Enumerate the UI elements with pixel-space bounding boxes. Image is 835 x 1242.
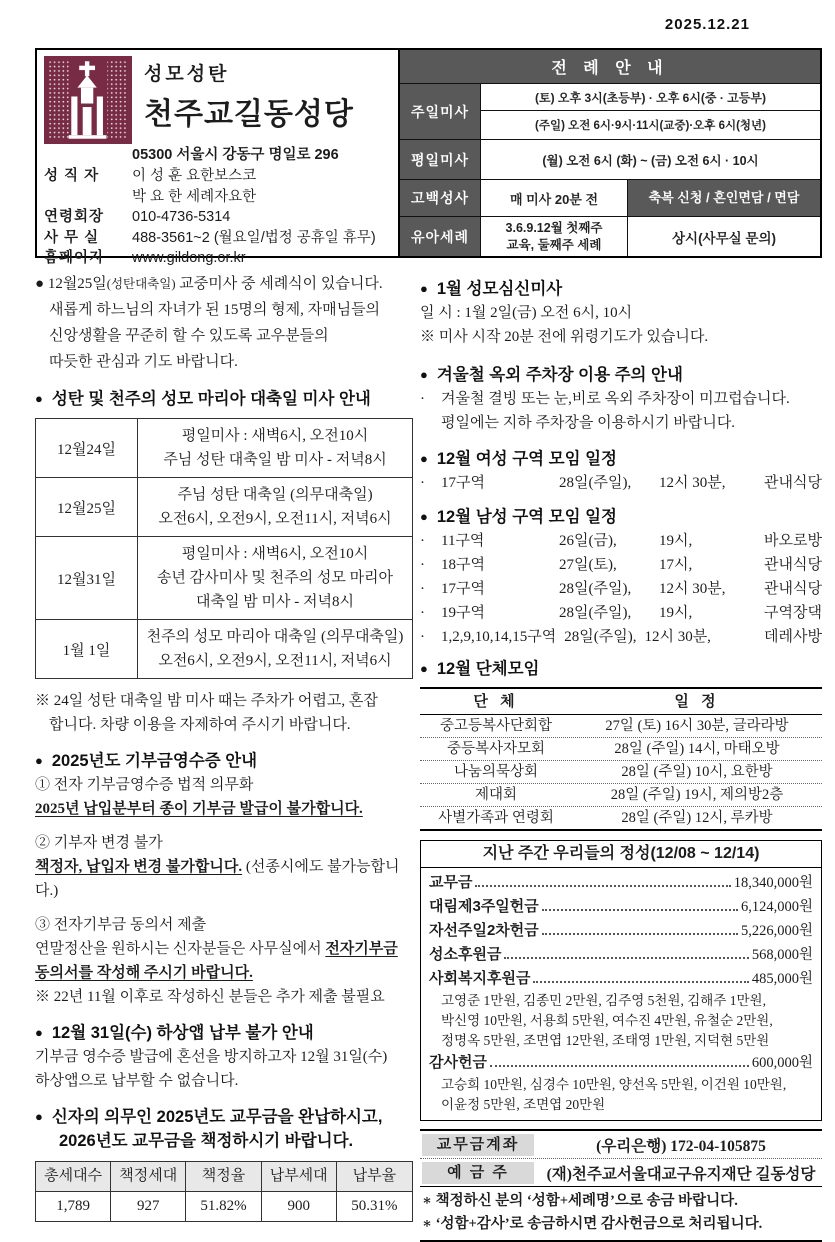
offerings-box [420, 840, 822, 1121]
liturgy-sunday-saturday-cell: (토) 오후 3시(초등부) · 오후 6시(중 · 고등부) [480, 83, 820, 110]
parking-text: 겨울철 결빙 또는 눈,비로 옥외 주차장이 미끄럽습니다. [441, 391, 790, 407]
meeting-place: 데레사방 [764, 629, 822, 645]
dot-icon: · [420, 629, 425, 645]
church-title: 천주교길동성당 [144, 98, 354, 131]
meeting-row [420, 553, 822, 577]
info-row [44, 166, 394, 187]
mass-detail-cell [138, 536, 412, 619]
account-label: 교무금계좌 [422, 1134, 534, 1156]
dot-icon: · [420, 391, 425, 407]
bullet-icon: ● [35, 753, 43, 768]
offering-label: 성소후원금 [429, 946, 502, 963]
thanks-donor-line: 이윤정 5만원, 조면엽 20만원 [441, 1097, 606, 1112]
meeting-row [420, 529, 822, 553]
stats-value: 50.31% [351, 1198, 398, 1214]
meeting-row [420, 625, 822, 649]
group-table-row [420, 715, 822, 738]
bullet-icon: ● [35, 276, 45, 292]
group-header-cell: 일 정 [674, 693, 720, 710]
mass-date-cell: 12월31일 [36, 536, 138, 619]
info-value: 이 성 훈 요한보스코 [132, 168, 257, 184]
underlined-text: 전자기부금 [325, 941, 398, 957]
stats-value: 900 [262, 1192, 337, 1221]
group-table-row [420, 784, 822, 807]
meeting-place: 관내식당 [764, 557, 822, 573]
liturgy-blessing-cell: 축복 신청 / 혼인면담 / 면담 [627, 179, 820, 216]
stats-header: 납부세대 [262, 1162, 337, 1192]
group-header-cell: 단 체 [473, 693, 519, 710]
meeting-date: 28일(주일), [559, 581, 632, 597]
group-name: 나눔의묵상회 [453, 764, 539, 780]
account-notes [420, 1187, 822, 1242]
meeting-time: 19시, [659, 533, 693, 549]
notice-line: 신앙생활을 꾸준히 할 수 있도록 교우분들의 [49, 328, 329, 344]
dotted-leader [542, 933, 738, 935]
offering-label: 자선주일2차헌금 [429, 922, 539, 939]
dotted-leader [542, 909, 738, 911]
meeting-time: 12시 30분, [644, 629, 711, 645]
church-address: 05300 서울시 강동구 명일로 296 [132, 147, 339, 163]
liturgy-table [400, 48, 822, 258]
offering-label: 교무금 [429, 874, 473, 891]
dotted-leader [504, 957, 748, 959]
info-label: 홈페이지 [44, 250, 105, 266]
liturgy-row-header-confession: 고백성사 [400, 179, 480, 216]
receipt-section-title [35, 749, 413, 773]
notice-text: 12월25일 [47, 276, 107, 292]
mass-detail-cell [138, 419, 412, 477]
meeting-zone: 11구역 [441, 533, 485, 549]
bullet-icon: ● [35, 1109, 43, 1124]
info-label: 연령회장 [44, 209, 105, 225]
group-schedule: 28일 (주일) 14시, 마태오방 [614, 741, 780, 757]
receipt-item1-body [35, 797, 413, 821]
info-row [44, 248, 394, 269]
offering-line [429, 967, 813, 991]
offering-line [429, 895, 813, 919]
group-name: 중등복사자모회 [446, 741, 546, 757]
church-logo-row [44, 56, 394, 144]
offering-label: 대림제3주일헌금 [429, 898, 539, 915]
group-table-row [420, 761, 822, 784]
dotted-leader [490, 1065, 749, 1067]
receipt-item1-title: ① 전자 기부금영수증 법적 의무화 [35, 777, 254, 793]
meeting-place: 관내식당 [764, 581, 822, 597]
offering-line [429, 919, 813, 943]
bullet-icon: ● [420, 367, 428, 382]
offering-line [429, 871, 813, 895]
stats-value: 927 [111, 1192, 186, 1221]
underlined-text: 동의서를 작성해 주시기 바랍니다. [35, 965, 253, 981]
mass-detail-cell [138, 477, 412, 536]
notice-line: 새롭게 하느님의 자녀가 된 15명의 형제, 자매님들의 [49, 302, 381, 318]
account-note-line: ∗ 책정하신 분의 ‘성함+세례명’으로 송금 바랍니다. [422, 1193, 738, 1209]
right-column [420, 277, 822, 1242]
section-title-text: 12월 남성 구역 모임 일정 [436, 508, 618, 526]
dot-icon: · [420, 581, 425, 597]
meeting-date: 27일(토), [559, 557, 617, 573]
parking-line: 평일에는 지하 주차장을 이용하시기 바랍니다. [441, 415, 736, 431]
info-value: 010-4736-5314 [132, 209, 231, 225]
group-meeting-title [420, 657, 822, 681]
meeting-time: 19시, [659, 605, 693, 621]
info-value: 박 요 한 세례자요한 [132, 188, 257, 205]
plain-text: 연말정산을 원하시는 신자분들은 사무실에서 [35, 941, 326, 957]
liturgy-row-header-weekday: 평일미사 [400, 139, 480, 179]
meeting-zone: 17구역 [441, 475, 485, 491]
bullet-icon: ● [420, 661, 428, 676]
account-row [420, 1131, 822, 1159]
baptism-line2: 교육, 둘째주 세례 [506, 237, 602, 252]
account-row [420, 1159, 822, 1187]
underlined-text: 2025년 납입분부터 종이 기부금 발급이 불가합니다. [35, 801, 363, 817]
church-info-box [35, 48, 400, 266]
dot-icon: · [420, 557, 425, 573]
account-label: 예 금 주 [422, 1162, 534, 1184]
stats-value: 1,789 [36, 1192, 111, 1221]
meeting-place: 바오로방 [764, 533, 822, 549]
mass-line: 평일미사 : 새벽6시, 오전10시 [181, 428, 369, 444]
mass-line: 오전6시, 오전9시, 오전11시, 저녁6시 [158, 511, 392, 527]
meeting-date: 28일(주일), [564, 629, 637, 645]
group-schedule: 28일 (주일) 19시, 제의방2층 [610, 787, 784, 803]
stats-header: 책정세대 [111, 1162, 186, 1192]
bullet-icon: ● [35, 391, 43, 406]
offering-label: 감사헌금 [429, 1054, 487, 1071]
info-label [44, 187, 132, 208]
stats-header: 납부율 [337, 1162, 412, 1192]
offerings-body [421, 868, 821, 1120]
section-title-text: 1월 성모심신미사 [436, 280, 563, 298]
info-row [44, 187, 394, 208]
offering-amount: 18,340,000원 [733, 875, 813, 891]
mass-schedule-table [35, 418, 413, 679]
account-holder: (재)천주교서울대교구유지재단 길동성당 [546, 1165, 816, 1183]
section-title-text: 2025년도 기부금영수증 안내 [51, 752, 258, 770]
meeting-row [420, 577, 822, 601]
liturgy-weekday-cell: (월) 오전 6시 (화) ~ (금) 오전 6시 · 10시 [480, 139, 820, 179]
stats-header: 총세대수 [36, 1162, 111, 1192]
meeting-time: 12시 30분, [659, 475, 726, 491]
parking-section-title [420, 363, 822, 387]
group-name: 제대회 [474, 787, 518, 803]
group-schedule: 27일 (토) 16시 30분, 글라라방 [605, 718, 789, 734]
header [35, 48, 822, 266]
dot-icon: · [420, 533, 425, 549]
liturgy-row-header-sunday: 주일미사 [400, 83, 480, 139]
receipt-item2-title: ② 기부자 변경 불가 [35, 835, 163, 851]
offering-amount: 6,124,000원 [740, 899, 813, 915]
section-title-text: 성탄 및 천주의 성모 마리아 대축일 미사 안내 [51, 390, 371, 408]
meeting-time: 12시 30분, [659, 581, 726, 597]
mass-section-title [35, 387, 413, 411]
account-note-line: ∗ ‘성함+감사’로 송금하시면 감사헌금으로 처리됩니다. [422, 1216, 763, 1232]
mass-line: 오전6시, 오전9시, 오전11시, 저녁6시 [158, 653, 392, 669]
meeting-date: 28일(주일), [559, 475, 632, 491]
info-value: 488-3561~2 (월요일/법정 공휴일 휴무) [132, 229, 376, 246]
notice-text: 교중미사 중 세례식이 있습니다. [175, 276, 383, 292]
notice-text-small: (성탄대축일) [106, 277, 176, 291]
offering-label: 사회복지후원금 [429, 970, 531, 987]
group-schedule: 28일 (주일) 10시, 요한방 [621, 764, 773, 780]
women-meeting-title [420, 447, 822, 471]
group-name: 중고등복사단회합 [439, 718, 553, 734]
meeting-row [420, 471, 822, 495]
meeting-zone: 18구역 [441, 557, 485, 573]
group-name: 사별가족과 연령회 [438, 810, 554, 826]
mass-detail-cell [138, 619, 412, 678]
mass-line: 주님 성탄 대축일 밤 미사 - 저녁8시 [163, 452, 387, 468]
bullet-icon: ● [35, 1025, 43, 1040]
account-number: (우리은행) 172-04-105875 [596, 1137, 766, 1155]
parking-note-line: ※ 24일 성탄 대축일 밤 미사 때는 주차가 어렵고, 혼잡 [35, 693, 378, 709]
church-website: www.gildong.or.kr [132, 250, 246, 266]
welfare-donor-line: 정명옥 5만원, 조면엽 12만원, 조태영 1만원, 지덕현 5만원 [441, 1033, 770, 1048]
mass-line: 천주의 성모 마리아 대축일 (의무대축일) [146, 629, 404, 645]
group-schedule: 28일 (주일) 12시, 루카방 [621, 810, 773, 826]
meeting-place: 구역장댁 [764, 605, 822, 621]
bullet-icon: ● [420, 509, 428, 524]
mass-line: 송년 감사미사 및 천주의 성모 마리아 [156, 570, 394, 586]
section-title-text: 12월 31일(수) 하상앱 납부 불가 안내 [51, 1024, 314, 1042]
church-subtitle: 성모성탄 [144, 64, 230, 85]
section-title-text: 12월 단체모임 [436, 660, 540, 678]
plain-text: (선종시에도 불가능합니다.) [35, 859, 400, 899]
men-meeting-title [420, 505, 822, 529]
dotted-leader [533, 981, 748, 983]
liturgy-sunday-sunday-cell: (주일) 오전 6시·9시·11시(교중)·오후 6시(청년) [480, 110, 820, 139]
info-label: 사 무 실 [44, 229, 100, 246]
dues-stats-table [35, 1161, 413, 1222]
offering-amount: 568,000원 [751, 947, 813, 963]
baptism-notice [35, 271, 413, 375]
offerings-title: 지난 주간 우리들의 정성(12/08 ~ 12/14) [421, 841, 821, 868]
section-title-text: 신자의 의무인 2025년도 교무금을 완납하시고, [51, 1108, 383, 1126]
mass-date-cell: 12월24일 [36, 419, 138, 477]
meeting-place: 관내식당 [764, 475, 822, 491]
notice-line [35, 271, 413, 297]
section-title-text: 12월 여성 구역 모임 일정 [436, 450, 618, 468]
notice-line: 따듯한 관심과 기도 바랍니다. [49, 354, 238, 370]
receipt-item3-note: ※ 22년 11월 이후로 작성하신 분들은 추가 제출 불필요 [35, 989, 385, 1005]
dot-icon: · [420, 475, 425, 491]
group-table-header [420, 689, 822, 715]
liturgy-baptism-right-cell: 상시(사무실 문의) [627, 216, 820, 256]
meeting-zone: 1,2,9,10,14,15구역 [441, 629, 557, 645]
bullet-icon: ● [420, 451, 428, 466]
left-column [35, 271, 413, 1222]
meeting-date: 28일(주일), [559, 605, 632, 621]
account-table [420, 1129, 822, 1242]
receipt-item3-title: ③ 전자기부금 동의서 제출 [35, 917, 207, 933]
january-mass-title [420, 277, 822, 301]
parking-line [420, 387, 822, 411]
offering-line [429, 943, 813, 967]
section-title-text: 2026년도 교무금을 책정하시기 바랍니다. [59, 1132, 354, 1150]
liturgy-confession-cell: 매 미사 20분 전 [480, 179, 627, 216]
meeting-zone: 17구역 [441, 581, 485, 597]
offering-amount: 5,226,000원 [740, 923, 813, 939]
offering-amount: 600,000원 [751, 1055, 813, 1071]
offering-amount: 485,000원 [751, 971, 813, 987]
offering-line [429, 1051, 813, 1075]
church-logo-icon [44, 56, 132, 144]
thanks-donor-line: 고승희 10만원, 심경수 10만원, 양선옥 5만원, 이건원 10만원, [441, 1077, 787, 1092]
underlined-text: 책정자, 납입자 변경 불가합니다. [35, 859, 243, 875]
info-row [44, 207, 394, 228]
app-line: 기부금 영수증 발급에 혼선을 방지하고자 12월 31일(수) [35, 1049, 388, 1065]
group-meeting-table [420, 687, 822, 831]
stats-header: 책정율 [186, 1162, 261, 1192]
mass-line: 대축일 밤 미사 - 저녁8시 [196, 594, 354, 610]
mass-line: 주님 성탄 대축일 (의무대축일) [177, 487, 373, 503]
mass-date-cell: 1월 1일 [36, 619, 138, 678]
meeting-date: 26일(금), [559, 533, 617, 549]
meeting-time: 17시, [659, 557, 693, 573]
welfare-donor-line: 고영준 1만원, 김종민 2만원, 김주영 5천원, 김해주 1만원, [441, 993, 766, 1008]
meeting-zone: 19구역 [441, 605, 485, 621]
app-line: 하상앱으로 납부할 수 없습니다. [35, 1073, 239, 1089]
app-section-title [35, 1021, 413, 1045]
liturgy-row-header-baptism: 유아세례 [400, 216, 480, 256]
liturgy-baptism-cell [480, 216, 627, 256]
january-mass-line: 일 시 : 1월 2일(금) 오전 6시, 10시 [420, 305, 633, 321]
liturgy-title: 전 례 안 내 [400, 50, 820, 83]
group-table-row [420, 807, 822, 829]
section-title-text: 겨울철 옥외 주차장 이용 주의 안내 [436, 366, 683, 384]
dotted-leader [475, 885, 730, 887]
dot-icon: · [420, 605, 425, 621]
baptism-line1: 3.6.9.12월 첫째주 [505, 220, 603, 235]
parking-note-line: 합니다. 차량 이용을 자제하여 주시기 바랍니다. [49, 717, 351, 733]
info-row [44, 228, 394, 249]
bulletin-date: 2025.12.21 [664, 16, 750, 33]
dues-section-title [35, 1105, 413, 1129]
church-titles [144, 56, 354, 144]
january-mass-line: ※ 미사 시작 20분 전에 위령기도가 있습니다. [420, 329, 709, 345]
stats-value: 51.82% [186, 1192, 261, 1221]
receipt-item2-body [35, 855, 413, 903]
mass-line: 평일미사 : 새벽6시, 오전10시 [181, 546, 369, 562]
receipt-item3-body1 [35, 937, 413, 961]
bullet-icon: ● [420, 281, 428, 296]
dues-section-title2 [35, 1129, 413, 1153]
receipt-item3-body2 [35, 961, 413, 985]
welfare-donor-line: 박신영 10만원, 서용희 5만원, 여수진 4만원, 유철순 2만원, [441, 1013, 773, 1028]
mass-date-cell: 12월25일 [36, 477, 138, 536]
info-label: 성 직 자 [44, 168, 100, 184]
meeting-row [420, 601, 822, 625]
group-table-row [420, 738, 822, 761]
